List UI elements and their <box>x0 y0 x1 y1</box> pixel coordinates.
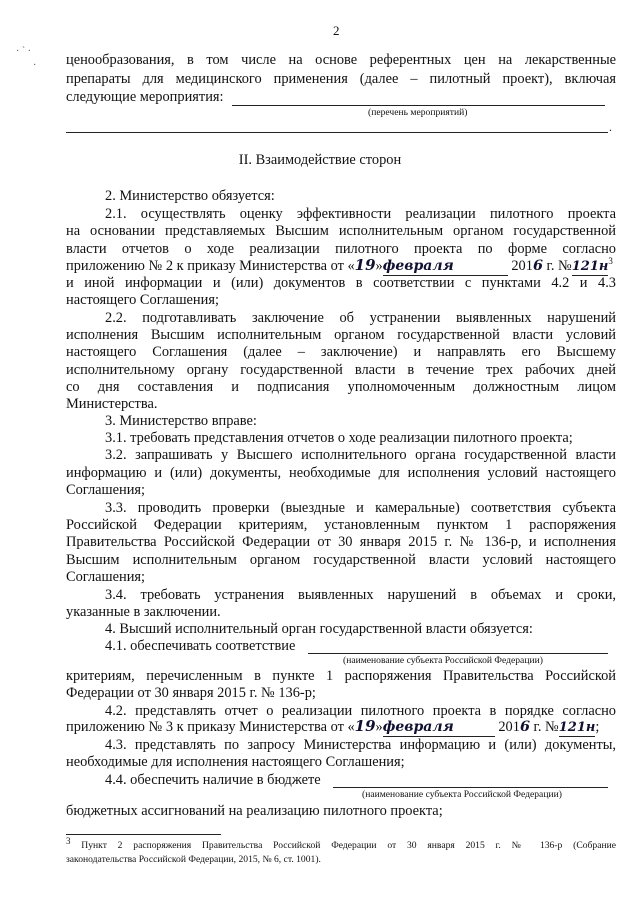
clause-text: настоящего Соглашения; <box>66 292 219 308</box>
clause-heading: 3. Министерство вправе: <box>105 413 257 429</box>
clause-text: 4.3. представлять по запросу Министерства информацию и (или) документы, <box>105 737 616 753</box>
clause-text: исполнения Высшим исполнительным органом государственной власти условий <box>66 327 616 343</box>
handwritten-month: февраля <box>382 719 454 735</box>
clause-text: 3.3. проводить проверки (выездные и камеральные) соответствия субъекта <box>105 500 616 516</box>
intro-line: ценообразования, в том числе на основе референтных цен на лекарственные <box>66 52 616 68</box>
section-title: II. Взаимодействие сторон <box>238 152 402 168</box>
clause-text: 4.1. обеспечивать соответствие <box>105 638 296 654</box>
clause-text: Правительства Российской Федерации от 30 января 2015 г. № 136-р, и исполнения <box>66 534 616 550</box>
clause-text: 2.1. осуществлять оценку эффективности реализации пилотного проекта <box>105 206 616 222</box>
number-label: г. № <box>542 258 572 274</box>
clause-text: 3.2. запрашивать у Высшего исполнительного органа государственной власти <box>105 447 616 463</box>
scan-mark: · <box>33 60 37 71</box>
clause-heading: 4. Высший исполнительный орган государственной власти обязуется: <box>105 621 533 637</box>
footnote-marker: 3 <box>608 256 613 267</box>
year-prefix: 201 <box>507 258 533 274</box>
fill-line <box>232 105 605 106</box>
clause-text: 3.1. требовать представления отчетов о ходе реализации пилотного проекта; <box>105 430 573 446</box>
clause-text: информацию и (или) документы, необходимые для исполнения условий настоящего <box>66 465 616 481</box>
footnote-separator <box>66 834 221 835</box>
intro-line: следующие мероприятия: <box>66 89 224 105</box>
date-month-field <box>383 258 508 276</box>
clause-text: Высшим исполнительным органом государственной власти условий настоящего <box>66 552 616 568</box>
footnote-text: Пункт 2 распоряжения Правительства Российской Федерации от 30 января 2015 г. № 136-р (Собрание <box>81 840 616 851</box>
scan-mark: · ` · <box>16 46 31 57</box>
clause-text: со дня составления и подписания уполномоченным должностным лицом <box>66 379 616 395</box>
clause-text: 4.4. обеспечить наличие в бюджете <box>105 772 321 788</box>
field-caption: (наименование субъекта Российской Федерации) <box>343 655 543 666</box>
handwritten-month: февраля <box>382 258 454 274</box>
field-caption: (наименование субъекта Российской Федерации) <box>362 789 562 800</box>
clause-end: ; <box>595 719 600 735</box>
clause-text: приложению № 3 к приказу Министерства от « <box>66 719 355 735</box>
fill-line <box>66 132 608 133</box>
footnote-text: законодательства Российской Федерации, 2015, № 6, ст. 1001). <box>66 854 321 865</box>
clause-text: Соглашения; <box>66 482 146 498</box>
line-end: . <box>609 120 612 134</box>
clause-text: и иной информации и (или) документов в соответствии с пунктами 4.2 и 4.3 <box>66 275 616 291</box>
fill-line <box>333 787 608 788</box>
order-number-field <box>559 719 596 737</box>
handwritten-year-digit: 6 <box>519 718 530 735</box>
intro-line: препараты для медицинского применения (далее – пилотный проект), включая <box>66 71 616 87</box>
page-number: 2 <box>333 23 340 38</box>
clause-text: бюджетных ассигнований на реализацию пилотного проекта; <box>66 803 443 819</box>
footnote-number: 3 <box>66 835 71 846</box>
clause-text-with-date <box>66 257 616 276</box>
clause-heading: 2. Министерство обязуется: <box>105 188 275 204</box>
clause-text: на основании представляемых Высшим исполнительным органом государственной <box>66 223 616 239</box>
clause-text: Федерации от 30 января 2015 г. № 136-р; <box>66 685 316 701</box>
clause-text: 2.2. подготавливать заключение об устранении выявленных нарушений <box>105 310 616 326</box>
clause-text: необходимые для исполнения настоящего Соглашения; <box>66 754 405 770</box>
quote-mark: » <box>375 719 383 735</box>
date-month-field <box>383 719 495 737</box>
handwritten-year-digit: 6 <box>532 257 543 274</box>
handwritten-day: 19 <box>354 256 376 274</box>
footnote-line <box>66 835 616 852</box>
clause-text: исполнительному органу государственной власти в течение трех рабочих дней <box>66 362 616 378</box>
clause-text: Соглашения; <box>66 569 146 585</box>
clause-text: власти отчетов о ходе реализации пилотного проекта по форме согласно <box>66 241 616 257</box>
handwritten-day: 19 <box>354 717 376 735</box>
clause-text: Российской Федерации критериям, установленным пунктом 1 распоряжения <box>66 517 616 533</box>
clause-text: настоящего Соглашения (далее – заключение) и направлять его Высшему <box>66 344 616 360</box>
order-number-field <box>572 258 609 276</box>
clause-text-with-date <box>66 718 616 737</box>
clause-text: 3.4. требовать устранения выявленных нарушений в объемах и сроки, <box>105 587 616 603</box>
fill-line <box>308 653 608 654</box>
year-prefix: 201 <box>494 719 520 735</box>
clause-text: критериям, перечисленным в пункте 1 распоряжения Правительства Российской <box>66 668 616 684</box>
quote-mark: » <box>375 258 383 274</box>
clause-text: указанные в заключении. <box>66 604 221 620</box>
clause-text: приложению № 2 к приказу Министерства от « <box>66 258 355 274</box>
handwritten-number: 121н <box>571 259 609 274</box>
number-label: г. № <box>529 719 559 735</box>
clause-text: 4.2. представлять отчет о реализации пилотного проекта в порядке согласно <box>105 703 616 719</box>
handwritten-number: 121н <box>558 720 596 735</box>
clause-text: Министерства. <box>66 396 158 412</box>
field-caption: (перечень мероприятий) <box>368 107 468 118</box>
